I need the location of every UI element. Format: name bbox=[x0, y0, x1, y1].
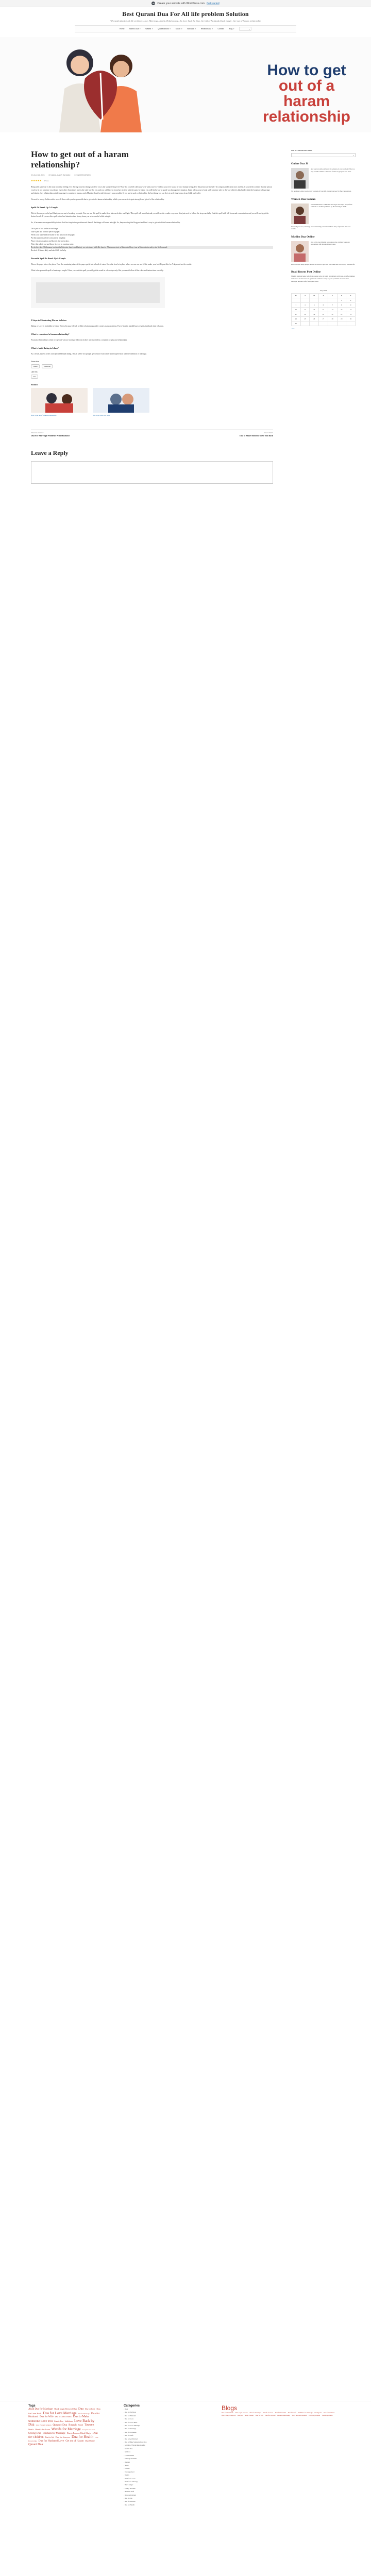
category-item[interactable]: › Dua for Problems bbox=[124, 2431, 201, 2434]
couple-illustration bbox=[49, 42, 152, 132]
avatar bbox=[291, 168, 309, 189]
hero-line-1: How to get bbox=[267, 62, 346, 79]
section-heading-4: What is considered a haram relationship? bbox=[31, 333, 70, 336]
calendar-day bbox=[328, 321, 337, 326]
tag-link[interactable]: Dua for Health bbox=[72, 2435, 93, 2439]
nav-item-surah[interactable]: Surah▼ bbox=[175, 28, 183, 30]
profile-text-1: Are you in trouble and want the solution of your problem? Dua is a way to talk to Allah. Contact us for dua to get your love back. bbox=[311, 168, 355, 173]
share-section bbox=[31, 361, 273, 379]
calendar-day-header: S bbox=[346, 294, 356, 298]
profile-para-1: We are here to help you in every problem of your life. Contact us now for free consultation. bbox=[291, 190, 351, 192]
tag-link[interactable]: Wazifa for Marriage bbox=[51, 2427, 81, 2431]
list-item: After that take it out and throw it away in running water. bbox=[31, 243, 74, 246]
calendar-day[interactable]: 25 bbox=[300, 317, 310, 321]
calendar-day[interactable]: 22 bbox=[337, 312, 346, 317]
category-list bbox=[124, 2408, 201, 2506]
sidebar-search-label: ASK ALLAH FOR ANYTHING bbox=[291, 149, 312, 151]
calendar-day[interactable]: 20 bbox=[319, 312, 328, 317]
tag-link[interactable]: Dua for Success bbox=[55, 2436, 70, 2439]
blog-link[interactable]: Haram relationship bbox=[277, 2414, 290, 2417]
category-item[interactable]: › Dua for Success bbox=[124, 2500, 201, 2503]
section-paragraph-5: Dating or Love is forbidden in Islam. This is because it leads to illicit relationships and it creates many problems. Every Muslim should know what is halal and what is haram. bbox=[31, 325, 164, 328]
section-paragraph-2: So, it becomes our responsibility to take that first step in this problem and then all the things will come out right. So, keep reading this blog post and find a way to get out of this haram relationship. bbox=[31, 222, 180, 224]
tag-link[interactable]: Istikhara for Marriage bbox=[42, 2432, 65, 2435]
tag-link[interactable]: Dua for Love bbox=[85, 2408, 95, 2410]
calendar-day[interactable]: 30 bbox=[346, 317, 356, 321]
sidebar-search-input[interactable] bbox=[291, 153, 356, 157]
nav-item-islamic-dua[interactable]: Islamic Dua▼ bbox=[129, 28, 141, 30]
calendar-day[interactable]: 12 bbox=[310, 308, 319, 312]
blog-link[interactable]: Dua for wife bbox=[288, 2412, 297, 2414]
calendar-day bbox=[310, 321, 319, 326]
blog-link[interactable]: Dua to get ex back bbox=[235, 2412, 248, 2414]
section-paragraph-4: What is the powerful spell to break up a couple? Once you cast this spell you will get the result in a few days only. But you must follow all the rules and instructions carefully. bbox=[31, 269, 164, 272]
related-posts bbox=[31, 388, 273, 416]
category-item[interactable]: › Dua for Job bbox=[124, 2497, 201, 2500]
calendar-title: July 2023 bbox=[319, 290, 327, 292]
calendar-day-header: T bbox=[300, 294, 310, 298]
star-icons[interactable]: ★★★★★ bbox=[31, 179, 42, 182]
profile-card-1 bbox=[291, 168, 356, 189]
site-title[interactable]: Best Qurani Dua For All life problem Solution bbox=[122, 10, 249, 18]
calendar-day[interactable]: 10 bbox=[292, 308, 301, 312]
next-post-link[interactable]: NEXT POST Dua to Make Someone Love You Back bbox=[239, 431, 273, 437]
calendar-day[interactable]: 17 bbox=[292, 312, 301, 317]
nav-search-button[interactable] bbox=[239, 27, 251, 31]
tag-link[interactable]: Dua to Get Ex Back bbox=[55, 2415, 72, 2418]
list-item: Take a pen and a white piece of paper. bbox=[31, 231, 60, 233]
intro-paragraph-2: No need to worry. In this article we will share with you the powerful dua to get out of a haram relationship, which you can recite to gain strength and get rid of the relationship. bbox=[31, 198, 164, 201]
footer-tags-heading: Tags bbox=[28, 2404, 36, 2408]
related-thumbnail[interactable] bbox=[31, 388, 88, 413]
tag-link[interactable]: Wazifa bbox=[28, 2428, 34, 2431]
tag-link[interactable]: Get your love back bbox=[82, 2428, 95, 2431]
related-caption[interactable]: How to get out of a haram relationship bbox=[31, 414, 57, 417]
tag-link[interactable]: Wazifa for Love bbox=[35, 2428, 50, 2431]
tag-link[interactable]: Allah Dua for Marriage bbox=[28, 2408, 53, 2411]
tag-link[interactable]: Dua for Love Marriage bbox=[43, 2411, 77, 2415]
calendar-day bbox=[300, 298, 310, 303]
tag-cloud bbox=[28, 2408, 100, 2447]
calendar-day[interactable]: 2 bbox=[346, 298, 356, 303]
calendar-day[interactable]: 16 bbox=[346, 308, 356, 312]
calendar-day bbox=[346, 321, 356, 326]
nav-item-wazifa[interactable]: Wazifa▼ bbox=[145, 28, 154, 30]
category-item[interactable]: › Divorce Problem bbox=[124, 2494, 201, 2497]
tag-link[interactable]: Dua for Job bbox=[45, 2436, 54, 2439]
search-icon: ⌕ bbox=[352, 154, 354, 157]
tag-link[interactable]: Dua Online bbox=[85, 2439, 95, 2442]
calendar-day[interactable]: 8 bbox=[337, 303, 346, 308]
calendar-day[interactable]: 5 bbox=[310, 303, 319, 308]
category-item[interactable]: › Dua to Get Married bbox=[124, 2437, 201, 2441]
tag-link[interactable]: Surah bbox=[78, 2424, 83, 2427]
blog-link[interactable]: Surah Yaseen bbox=[244, 2414, 254, 2417]
profile-card-3 bbox=[291, 241, 356, 262]
share-label: Share this: bbox=[31, 361, 40, 363]
tag-link[interactable]: Black Magic Removal Dua bbox=[54, 2408, 77, 2410]
calendar-day bbox=[319, 298, 328, 303]
blog-link[interactable]: Dua for husband bbox=[275, 2412, 286, 2414]
category-item[interactable]: › Taweez bbox=[124, 2467, 201, 2470]
banner-get-started-link[interactable]: Get started bbox=[206, 2, 220, 5]
list-item: Place it in a dark place and leave it for seven days. bbox=[31, 240, 70, 243]
blog-link[interactable]: Black magic removal bbox=[222, 2414, 236, 2417]
tag-link[interactable]: Love Back by Dua bbox=[28, 2418, 95, 2427]
avatar bbox=[291, 241, 309, 262]
inline-image bbox=[31, 277, 165, 308]
footer-tags-column bbox=[28, 2404, 100, 2447]
calendar-day bbox=[337, 321, 346, 326]
calendar-day[interactable]: 14 bbox=[328, 308, 337, 312]
calendar-day[interactable]: 18 bbox=[300, 312, 310, 317]
tag-link[interactable]: Istikhara bbox=[64, 2419, 73, 2422]
wordpress-logo-icon: W bbox=[152, 2, 155, 5]
calendar-day[interactable]: 6 bbox=[319, 303, 328, 308]
calendar-day[interactable]: 3 bbox=[292, 303, 301, 308]
rating-stars[interactable] bbox=[31, 179, 273, 182]
share-facebook-button[interactable]: Facebook bbox=[42, 364, 53, 368]
profile-text-2: Muslim Maulana is a Muslim astrologer who helps people find solutions to all their problems by the blessing of Allah. bbox=[311, 203, 352, 208]
category-item[interactable]: › Islamic Dua bbox=[124, 2447, 201, 2450]
blog-link[interactable]: Istikhara for marriage bbox=[298, 2412, 313, 2414]
section-paragraph-6: A haram relationship is when two people who are not married to each other are involved in a romantic or physical relationship. bbox=[31, 339, 128, 342]
nav-item-qualifications[interactable]: Qualifications▼ bbox=[158, 28, 171, 30]
section-heading-3: 3 Steps to Eliminating Haram in Islam bbox=[31, 319, 66, 322]
share-twitter-button[interactable]: Twitter bbox=[31, 364, 40, 368]
calendar-table bbox=[291, 293, 356, 326]
nav-item-home[interactable]: Home bbox=[119, 28, 125, 30]
calendar-day[interactable]: 11 bbox=[300, 308, 310, 312]
list-item: Recite it 11 times daily and ask Allah for help. bbox=[31, 249, 66, 252]
calendar-day[interactable]: 13 bbox=[319, 308, 328, 312]
hero-heading bbox=[263, 63, 350, 125]
sidebar bbox=[291, 139, 356, 330]
tag-link[interactable]: Qurani Dua bbox=[28, 2443, 43, 2447]
nav-item-contact[interactable]: Contact bbox=[217, 28, 224, 30]
section-heading-5: What is halal dating in Islam? bbox=[31, 347, 59, 350]
calendar-day[interactable]: 21 bbox=[328, 312, 337, 317]
post-author[interactable]: BY ABDUL QADIR RAHMANI bbox=[48, 174, 71, 177]
post-navigation bbox=[31, 429, 273, 437]
calendar-widget bbox=[291, 290, 356, 330]
intro-paragraph: Being with someone is the most beautiful feeling ever. Saying your first thing is to love you is the worst feeling ever? How did you feel when you were with your Ex? Did not you see it was a lie once human beings love the person are already? It is important because once and for all you need to realize that the person you love is not someone you should chase after. Sometimes love is the only one for you and you will have to learn how to deal with the pain. In Islam, you will find a way to guide you through this situation. Islam allows you to bond with someone only in the way which is halal and within the boundary of marriage and shariat. Any relationship outside marriage is considered haram, and a Muslim should avoid it in every way possible. If you are in such a relationship, the best thing you can do is to seek forgiveness from Allah and end it. bbox=[31, 186, 272, 195]
leave-reply-heading: Leave a Reply bbox=[31, 449, 69, 456]
tag-link[interactable]: Get out of Haram bbox=[65, 2439, 84, 2443]
site-header bbox=[0, 7, 371, 37]
category-item[interactable]: › Istikhara bbox=[124, 2450, 201, 2453]
tag-link[interactable]: Dua to Make Someone Love You bbox=[28, 2415, 90, 2423]
footer-categories-heading: Categories bbox=[124, 2404, 140, 2408]
footer-widgets bbox=[0, 2401, 371, 2576]
category-item[interactable]: › Wazifa bbox=[124, 2473, 201, 2477]
tag-link[interactable]: Taweez bbox=[85, 2424, 94, 2427]
profile-para-2: Solve all your love, marriage and relationship problems with the help of Quranic duas and wazifa. bbox=[291, 225, 350, 230]
vote-count: 0 Votes bbox=[44, 180, 49, 182]
tag-link[interactable]: Ruqyah bbox=[69, 2424, 77, 2427]
list-item: Get a pair of old socks or stockings. bbox=[31, 228, 59, 230]
chevron-down-icon: ▼ bbox=[169, 28, 171, 30]
section-paragraph-7: As a result, there is a new concept called halal dating. This is where two people get to know each other under supervision with the intention of marriage. bbox=[31, 353, 147, 355]
category-item[interactable]: › Dua for Marriage bbox=[124, 2427, 201, 2430]
calendar-day[interactable]: 23 bbox=[346, 312, 356, 317]
calendar-day-header: T bbox=[319, 294, 328, 298]
calendar-day[interactable]: 7 bbox=[328, 303, 337, 308]
tag-link[interactable]: Quranic Dua bbox=[53, 2424, 68, 2427]
category-item[interactable]: › Dua for Husband bbox=[124, 2414, 201, 2417]
tag-link[interactable]: Dua for Marriage bbox=[78, 2412, 90, 2415]
chevron-down-icon: ▼ bbox=[151, 28, 154, 30]
category-item[interactable]: › Black Magic bbox=[124, 2483, 201, 2486]
profile-card-2 bbox=[291, 204, 356, 224]
calendar-day[interactable]: 29 bbox=[337, 317, 346, 321]
nav-item-blog[interactable]: Blog▼ bbox=[228, 28, 235, 30]
wordpress-banner bbox=[0, 0, 371, 7]
calendar-day bbox=[292, 298, 301, 303]
blog-link[interactable]: Wazifa for love bbox=[263, 2412, 273, 2414]
like-button[interactable]: Like bbox=[31, 375, 38, 379]
nav-item-relationship[interactable]: Relationship▼ bbox=[200, 28, 213, 30]
chevron-down-icon: ▼ bbox=[233, 28, 235, 30]
blog-link[interactable]: Family problem bbox=[322, 2414, 333, 2417]
section-paragraph-3: Throw the paper into a fire place. Now the remaining ashes of the paper put it into a bowl of water. Keep the bowl at a place where no one can see it, like under your bed. Repeat this for 7 days and see the results. bbox=[31, 263, 192, 266]
calendar-day[interactable]: 19 bbox=[310, 312, 319, 317]
site-description: All wazifa dua for all life problem: Love, Marriage, family, Relationship, Ex Love back by Dua, Get rid of Kalajadu black magic, Get out of haram relationship bbox=[110, 20, 261, 22]
category-item[interactable]: › Husband Wife bbox=[124, 2490, 201, 2493]
hero-line-2: out of a bbox=[278, 77, 335, 94]
blog-link[interactable]: Dua for love back bbox=[222, 2412, 233, 2414]
tag-link[interactable]: Dua for Husband bbox=[28, 2412, 100, 2419]
tag-link[interactable]: Dua for Wife bbox=[40, 2416, 54, 2419]
previous-post-link[interactable]: PREVIOUS POST Dua For Marriage Problems With Husband bbox=[31, 431, 70, 437]
category-item[interactable]: › Uncategorized bbox=[124, 2470, 201, 2473]
section-heading-1: Spells To Break Up A Couple bbox=[31, 206, 58, 209]
calendar-day[interactable]: 4 bbox=[300, 303, 310, 308]
post-title: How to get out of a haram relationship? bbox=[31, 149, 129, 170]
calendar-day[interactable]: 9 bbox=[346, 303, 356, 308]
post-content bbox=[31, 139, 273, 484]
blog-link[interactable]: Ruqyah bbox=[238, 2414, 243, 2417]
banner-text: Create your website with WordPress.com bbox=[157, 2, 205, 5]
calendar-day bbox=[328, 298, 337, 303]
comment-textarea[interactable] bbox=[31, 461, 273, 484]
profile-name-4: Read Recent Post Online bbox=[291, 270, 321, 274]
tag-link[interactable]: Dua for Husband Love bbox=[38, 2439, 64, 2443]
calendar-day bbox=[319, 321, 328, 326]
main-nav bbox=[75, 25, 296, 32]
search-icon: ⌕ bbox=[248, 27, 250, 30]
profile-name-1: Online Dua Ji bbox=[291, 162, 308, 165]
profile-name-2: Women Dua Guidan bbox=[291, 197, 316, 201]
category-item[interactable]: › Wazifa for Marriage bbox=[124, 2480, 201, 2483]
calendar-day[interactable]: 24 bbox=[292, 317, 301, 321]
hero-image bbox=[0, 37, 371, 132]
blog-link[interactable]: Dua for job bbox=[255, 2414, 263, 2417]
hero-line-4: relationship bbox=[262, 108, 350, 125]
blog-link[interactable]: Strong dua bbox=[314, 2412, 322, 2414]
list-item: Write your name and the name of the person on the paper. bbox=[31, 234, 75, 236]
footer-blogs-column bbox=[222, 2404, 340, 2417]
calendar-day-header: M bbox=[292, 294, 301, 298]
tag-link[interactable]: Love Back by Dua bbox=[28, 2436, 98, 2442]
calendar-day[interactable]: 31 bbox=[292, 321, 301, 326]
category-item[interactable]: › Marriage Problem bbox=[124, 2457, 201, 2460]
calendar-day[interactable]: 26 bbox=[310, 317, 319, 321]
category-item[interactable]: › Dua for Love bbox=[124, 2417, 201, 2420]
calendar-day[interactable]: 28 bbox=[328, 317, 337, 321]
profile-para-3: He has helped many people around the world to get their love back and live a happy married life. bbox=[291, 263, 355, 265]
category-item[interactable]: › Ruqyah bbox=[124, 2461, 201, 2464]
tag-link[interactable]: Dua for Love Back bbox=[28, 2408, 100, 2415]
profile-para-4: Muslim spiritual healer who helps people solve all kinds of problems with duas, wazifa, istikhara and taweez. Contact now to get instant solution for any of your problems related to love, marriage, husband wife, family and more. bbox=[291, 275, 355, 282]
category-item[interactable]: › Dua for Health bbox=[124, 2503, 201, 2506]
steps-list bbox=[31, 227, 273, 252]
tag-link[interactable]: Dua for Children bbox=[28, 2431, 98, 2439]
category-item[interactable]: › Family Problem bbox=[124, 2487, 201, 2490]
blog-link[interactable]: Dua for success bbox=[265, 2414, 276, 2417]
category-item[interactable]: › Get Out of Haram Relationship bbox=[124, 2444, 201, 2447]
calendar-day[interactable]: 15 bbox=[337, 308, 346, 312]
chevron-down-icon: ▼ bbox=[181, 28, 183, 30]
category-item[interactable]: › Dua for Love Marriage bbox=[124, 2424, 201, 2427]
chevron-down-icon: ▼ bbox=[139, 28, 141, 30]
avatar bbox=[291, 204, 309, 224]
tag-link[interactable]: Dua bbox=[78, 2408, 83, 2411]
tag-link[interactable]: Love Problem Solution bbox=[36, 2424, 52, 2427]
blog-link[interactable]: Dua for marriage bbox=[249, 2412, 261, 2414]
related-heading: Related bbox=[31, 384, 38, 386]
section-paragraph-1: This is the one powerful spell that you can use to break up a couple. You can use this spell to make them hate each other and fight. This spell will work fast and you will see the results very soon. You just need to follow the steps carefully. Cast this spell with full focus and concentration and you will surely get the desired result. If you use this spell with a bad intention then it may harm you so be careful while using it. bbox=[31, 212, 269, 218]
category-item[interactable]: › Dua for Wife bbox=[124, 2434, 201, 2437]
chevron-down-icon: ▼ bbox=[211, 28, 213, 30]
category-item[interactable]: › Love Problem bbox=[124, 2454, 201, 2457]
blog-link[interactable]: Dua for children bbox=[324, 2412, 335, 2414]
footer-blogs-heading: Blogs bbox=[222, 2404, 238, 2412]
calendar-day[interactable]: 27 bbox=[319, 317, 328, 321]
category-item[interactable]: › Wazifa for Love bbox=[124, 2477, 201, 2480]
post-meta bbox=[31, 174, 273, 176]
like-label: Like this: bbox=[31, 371, 38, 374]
calendar-day bbox=[310, 298, 319, 303]
blog-cloud bbox=[222, 2412, 340, 2417]
profile-text-3: One of the best Muslim astrologers who can help you solve problems in life through Islamic duas. bbox=[311, 241, 350, 246]
list-item: Recite this dua: Allahumma inni a'udhu bika min sharri ma khalaqt, wa min sharri kulli dhi sharrin. Allahumma inni as'aluka min khayri ma sa'alaka minhu nabiyyuka Muhammad. bbox=[31, 246, 273, 249]
calendar-prev-link[interactable]: « Jun bbox=[291, 328, 295, 330]
calendar-day bbox=[300, 321, 310, 326]
category-item[interactable]: › Dua for Love Back bbox=[124, 2421, 201, 2424]
category-item[interactable]: › Dua to Make Someone Love You bbox=[124, 2441, 201, 2444]
profile-name-3: Muslim Dua Online bbox=[291, 235, 315, 239]
post-category[interactable]: IN UNCATEGORIZED bbox=[74, 174, 91, 177]
list-item: Put the paper inside the sock and tie it tightly. bbox=[31, 237, 66, 240]
calendar-day[interactable]: 1 bbox=[337, 298, 346, 303]
tag-link[interactable]: Dua to Remove Black Magic bbox=[66, 2431, 91, 2434]
post-date[interactable]: ON JULY 21, 2023 bbox=[31, 174, 45, 177]
related-caption[interactable]: Dua to get your love back bbox=[93, 414, 110, 417]
category-item[interactable]: › Dua for Ex Back bbox=[124, 2411, 201, 2414]
tag-link[interactable]: Strong Dua bbox=[28, 2431, 41, 2435]
related-post-card[interactable] bbox=[93, 388, 149, 416]
related-post-card[interactable] bbox=[31, 388, 88, 416]
hero-line-3: haram bbox=[283, 93, 330, 110]
category-item[interactable]: › Blog bbox=[124, 2408, 201, 2411]
footer-categories-column bbox=[124, 2404, 201, 2506]
blog-link[interactable]: Divorce problem bbox=[309, 2414, 321, 2417]
calendar-day-header: F bbox=[328, 294, 337, 298]
calendar-day-header: W bbox=[310, 294, 319, 298]
tag-link[interactable]: Islamic Dua bbox=[54, 2420, 63, 2422]
calendar-day-header: S bbox=[337, 294, 346, 298]
chevron-down-icon: ▼ bbox=[194, 28, 196, 30]
related-thumbnail[interactable] bbox=[93, 388, 149, 413]
blog-link[interactable]: Love problem solution bbox=[292, 2414, 307, 2417]
nav-item-istikhara[interactable]: Istikhara▼ bbox=[187, 28, 196, 30]
section-heading-2: Powerful Spell To Break Up A Couple bbox=[31, 257, 66, 260]
category-item[interactable]: › Surah bbox=[124, 2464, 201, 2467]
